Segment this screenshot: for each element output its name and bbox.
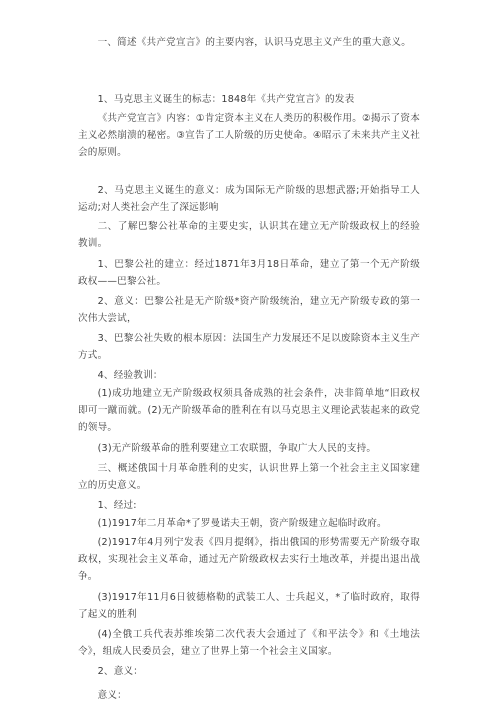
paragraph: (4)全俄工兵代表苏维埃第二次代表大会通过了《和平法令》和《土地法令》，组成人民委员会，建立了世界上第一个社会主义国家。 — [78, 629, 420, 658]
paragraph: 2、意义： — [97, 666, 144, 677]
paragraph: 意义： — [97, 690, 127, 701]
paragraph: (2)1917年4月列宁发表《四月提纲》，指出俄国的形势需要无产阶级夺取政权，实现社会主义革命，通过无产阶级政权去实行土地改革，并提出退出战争。 — [78, 537, 420, 583]
paragraph: 2、意义：巴黎公社是无产阶级*资产阶级统治，建立无产阶级专政的第一次伟大尝试， — [78, 296, 420, 325]
paragraph: (1)1917年二月革命*了罗曼诺夫王朝，资产阶级建立起临时政府。 — [97, 518, 387, 529]
paragraph: 3、巴黎公社失败的根本原因：法国生产力发展还不足以废除资本主义生产方式。 — [78, 333, 420, 362]
paragraph: 1、马克思主义诞生的标志：1848年《共产党宣言》的发表 — [97, 94, 355, 105]
paragraph: 《共产党宣言》内容：①肯定资本主义在人类历的积极作用。②揭示了资本主义必然崩溃的秘密。③宣告了工人阶级的历史使命。④昭示了未来共产主义社会的原则。 — [78, 113, 420, 159]
section-heading-2: 二、了解巴黎公社革命的主要史实，认识其在建立无产阶级政权上的经验教训。 — [78, 221, 420, 250]
paragraph: (3)1917年11月6日彼德格勒的武装工人、士兵起义，*了临时政府，取得了起义的胜利 — [78, 592, 420, 621]
section-heading-3: 三、概述俄国十月革命胜利的史实，认识世界上第一个社会主主义国家建立的历史意义。 — [78, 463, 420, 492]
paragraph: (1)成功地建立无产阶级政权须具备成熟的社会条件，决非简单地“旧政权即可一蹴而就。(2)无产阶级革命的胜利在有以马克思主义理论武装起来的政党的领导。 — [78, 388, 420, 434]
paragraph: 1、经过: — [97, 500, 137, 511]
paragraph: 4、经验教训： — [97, 370, 163, 381]
paragraph: 1、巴黎公社的建立：经过1871年3月18日革命，建立了第一个无产阶级政权——巴黎公社。 — [78, 259, 420, 288]
paragraph: (3)无产阶级革命的胜利要建立工农联盟，争取广大人民的支持。 — [97, 443, 377, 454]
paragraph: 2、马克思主义诞生的意义：成为国际无产阶级的思想武器;开始指导工人运动;对人类社会产生了深远影响 — [78, 185, 420, 214]
section-heading-1: 一、简述《共产党宣言》的主要内容，认识马克思主义产生的重大意义。 — [97, 37, 411, 48]
